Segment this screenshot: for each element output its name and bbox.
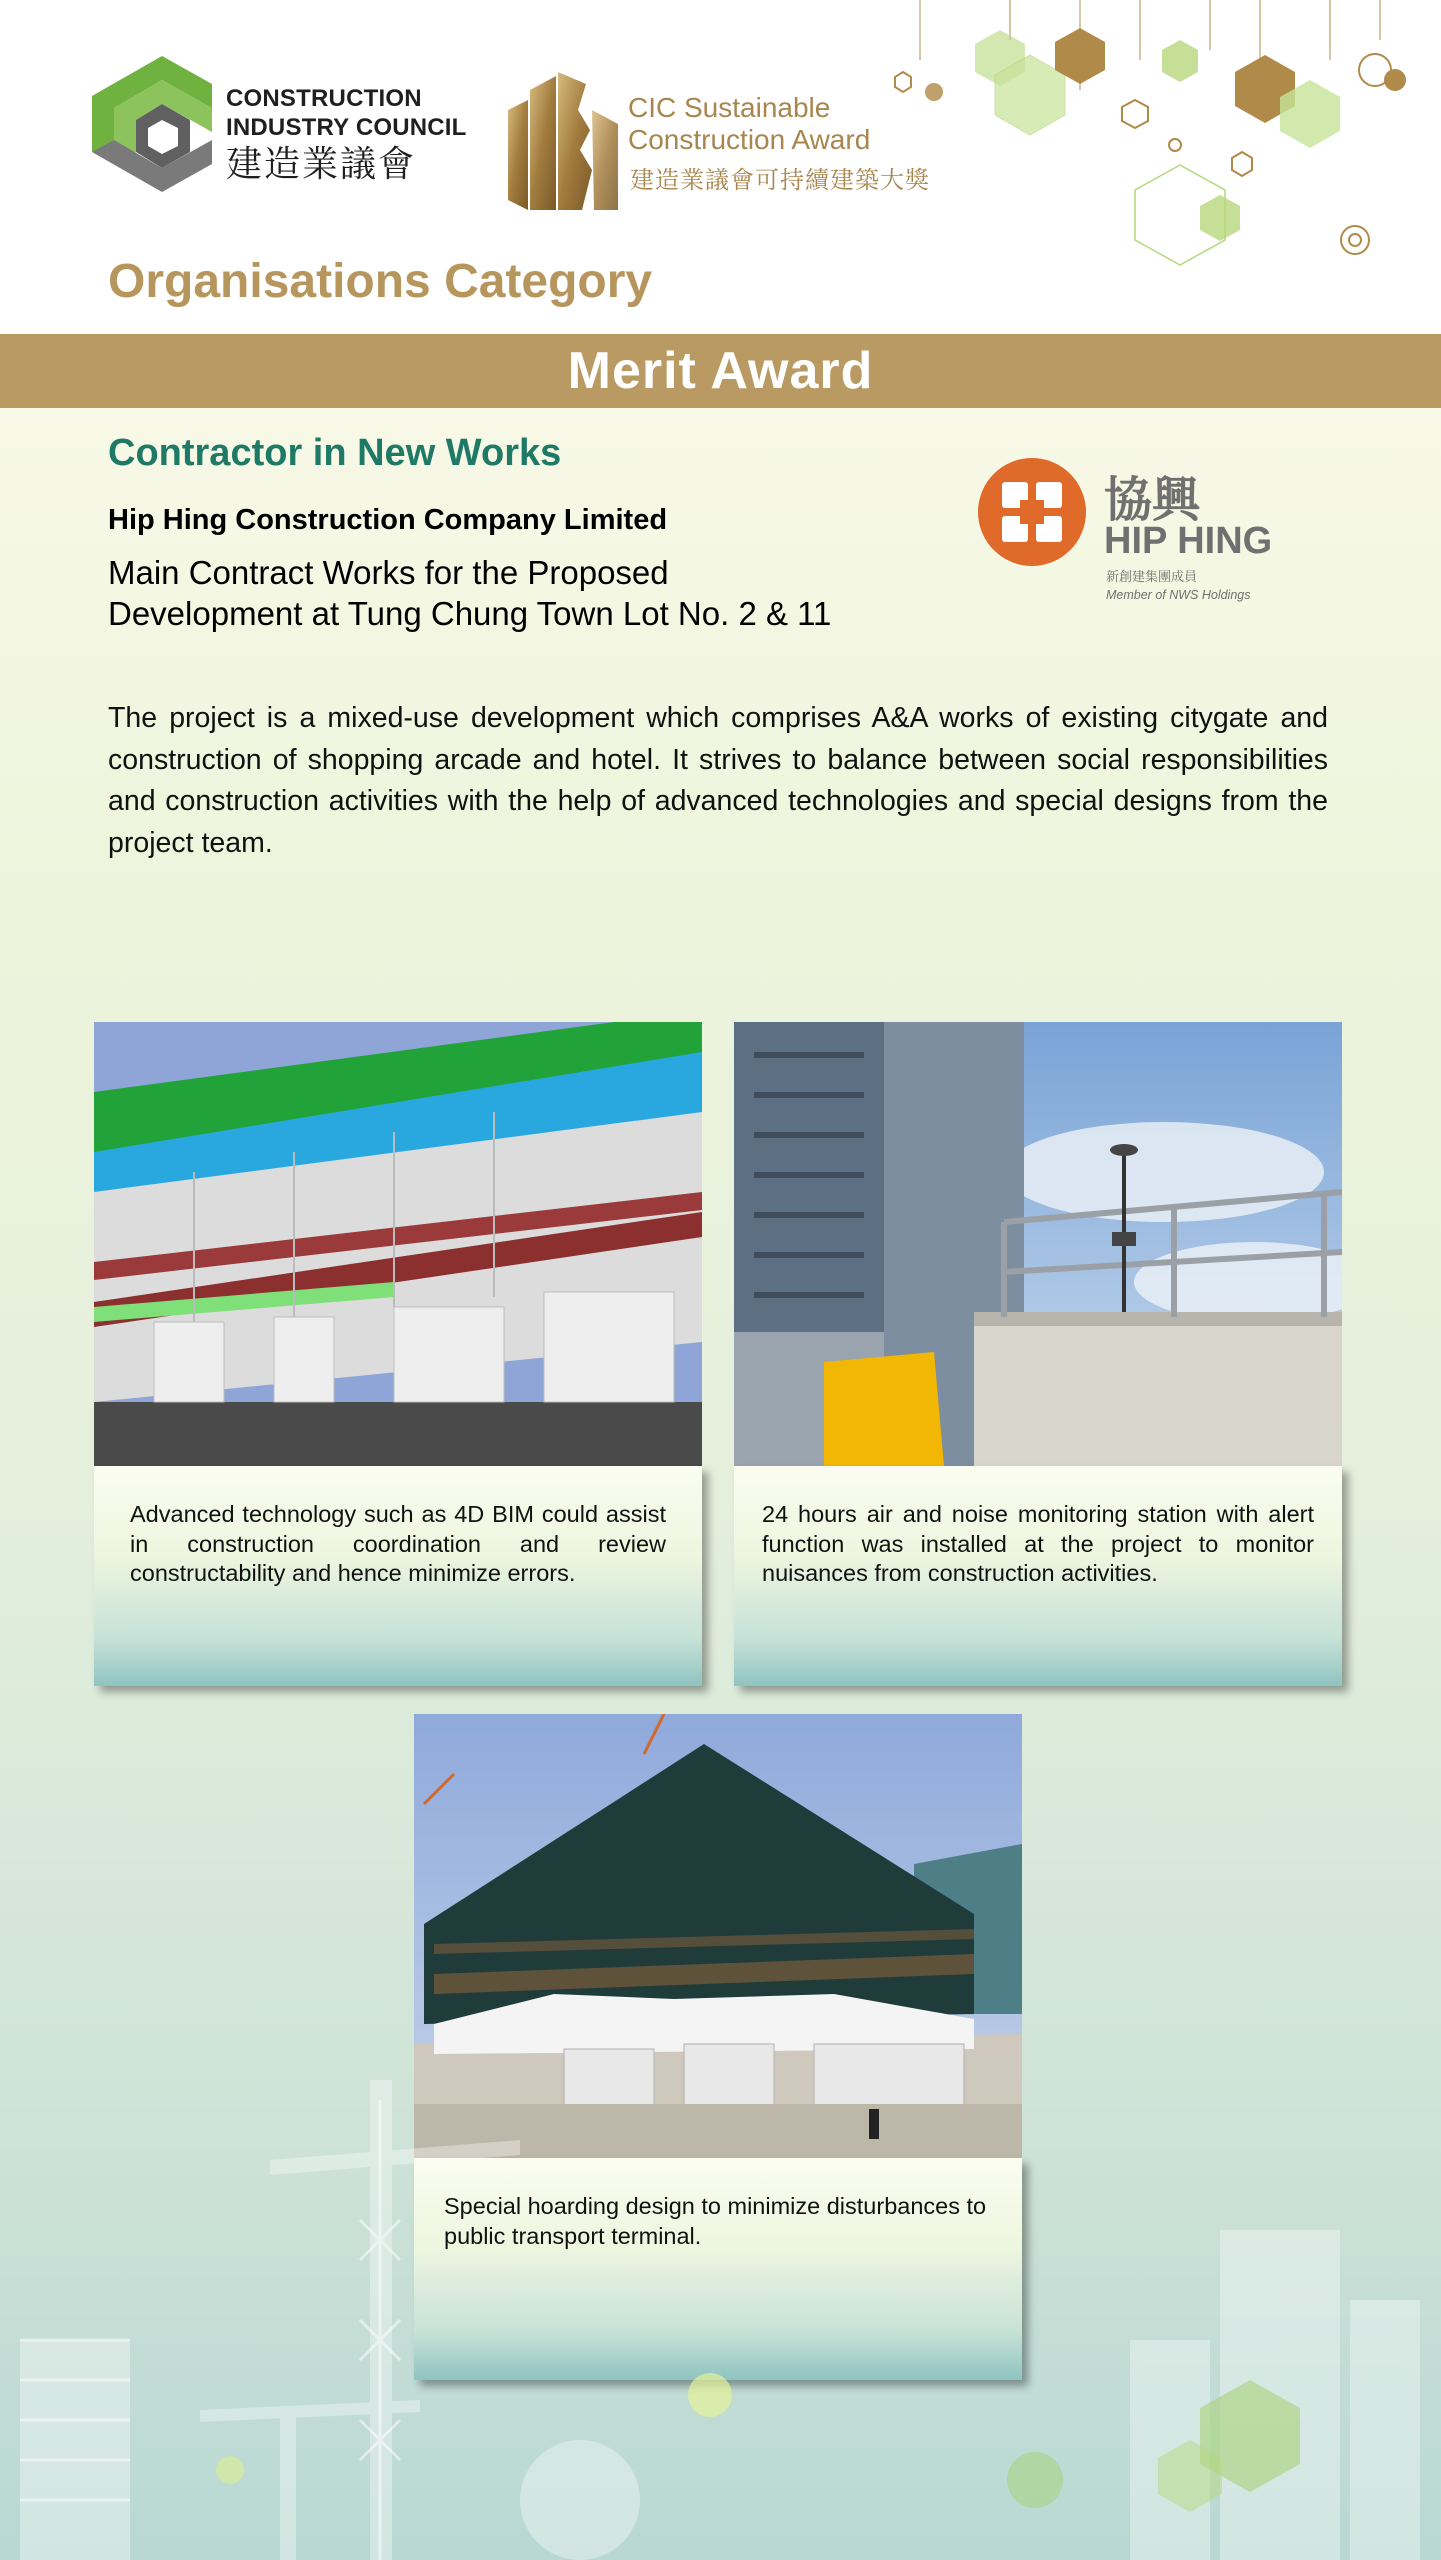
cic-line-2: INDUSTRY COUNCIL (226, 114, 467, 141)
award-line-2: Construction Award (628, 124, 871, 155)
merit-award-label: Merit Award (567, 342, 874, 400)
project-title-line-2: Development at Tung Chung Town Lot No. 2 & 11 (108, 595, 832, 632)
cic-chinese-name: 建造業議會 (226, 143, 417, 184)
award-chinese-name: 建造業議會可持續建築大獎 (630, 167, 930, 194)
merit-award-banner (0, 334, 1441, 408)
hiphing-chinese: 協興 (1104, 472, 1201, 528)
award-emblem-icon (508, 70, 618, 210)
cic-logo-text (226, 84, 467, 142)
monitoring-caption: 24 hours air and noise monitoring station with alert function was installed at the project to monitor nuisances from construction activities. (762, 1501, 1314, 1586)
caption-card (94, 1466, 702, 1686)
award-category-heading: Contractor in New Works (108, 432, 562, 474)
award-logo-text (628, 92, 870, 156)
hiphing-sub-english: Member of NWS Holdings (1106, 588, 1251, 602)
hiphing-emblem-icon (978, 458, 1086, 566)
monitoring-station-photo (734, 1022, 1342, 1466)
award-line-1: CIC Sustainable (628, 92, 831, 123)
project-description: The project is a mixed-use development which comprises A&A works of existing citygate and construction of shopping arcade and hotel. It strives to balance between social responsibilities and construction activities with the help of advanced technologies and special designs from the project team. (108, 702, 1328, 859)
cic-cube-icon (92, 56, 212, 192)
hiphing-logo (976, 456, 1276, 606)
hoarding-photo (414, 1714, 1022, 2158)
bim-model-photo (94, 1022, 702, 1466)
bim-caption: Advanced technology such as 4D BIM could assist in construction coordination and review constructability and hence minimize errors. (130, 1501, 666, 1586)
project-title (108, 552, 888, 634)
project-title-line-1: Main Contract Works for the Proposed (108, 554, 669, 591)
company-name: Hip Hing Construction Company Limited (108, 504, 668, 536)
hiphing-name: HIP HING (1104, 520, 1273, 562)
cic-line-1: CONSTRUCTION (226, 85, 422, 112)
hoarding-caption: Special hoarding design to minimize disturbances to public transport terminal. (444, 2193, 987, 2249)
category-title: Organisations Category (108, 255, 653, 308)
caption-card (414, 2158, 1022, 2380)
hiphing-sub-chinese: 新創建集團成員 (1106, 570, 1198, 585)
caption-card (734, 1466, 1342, 1686)
hexagon-decoration-icon (880, 0, 1441, 280)
